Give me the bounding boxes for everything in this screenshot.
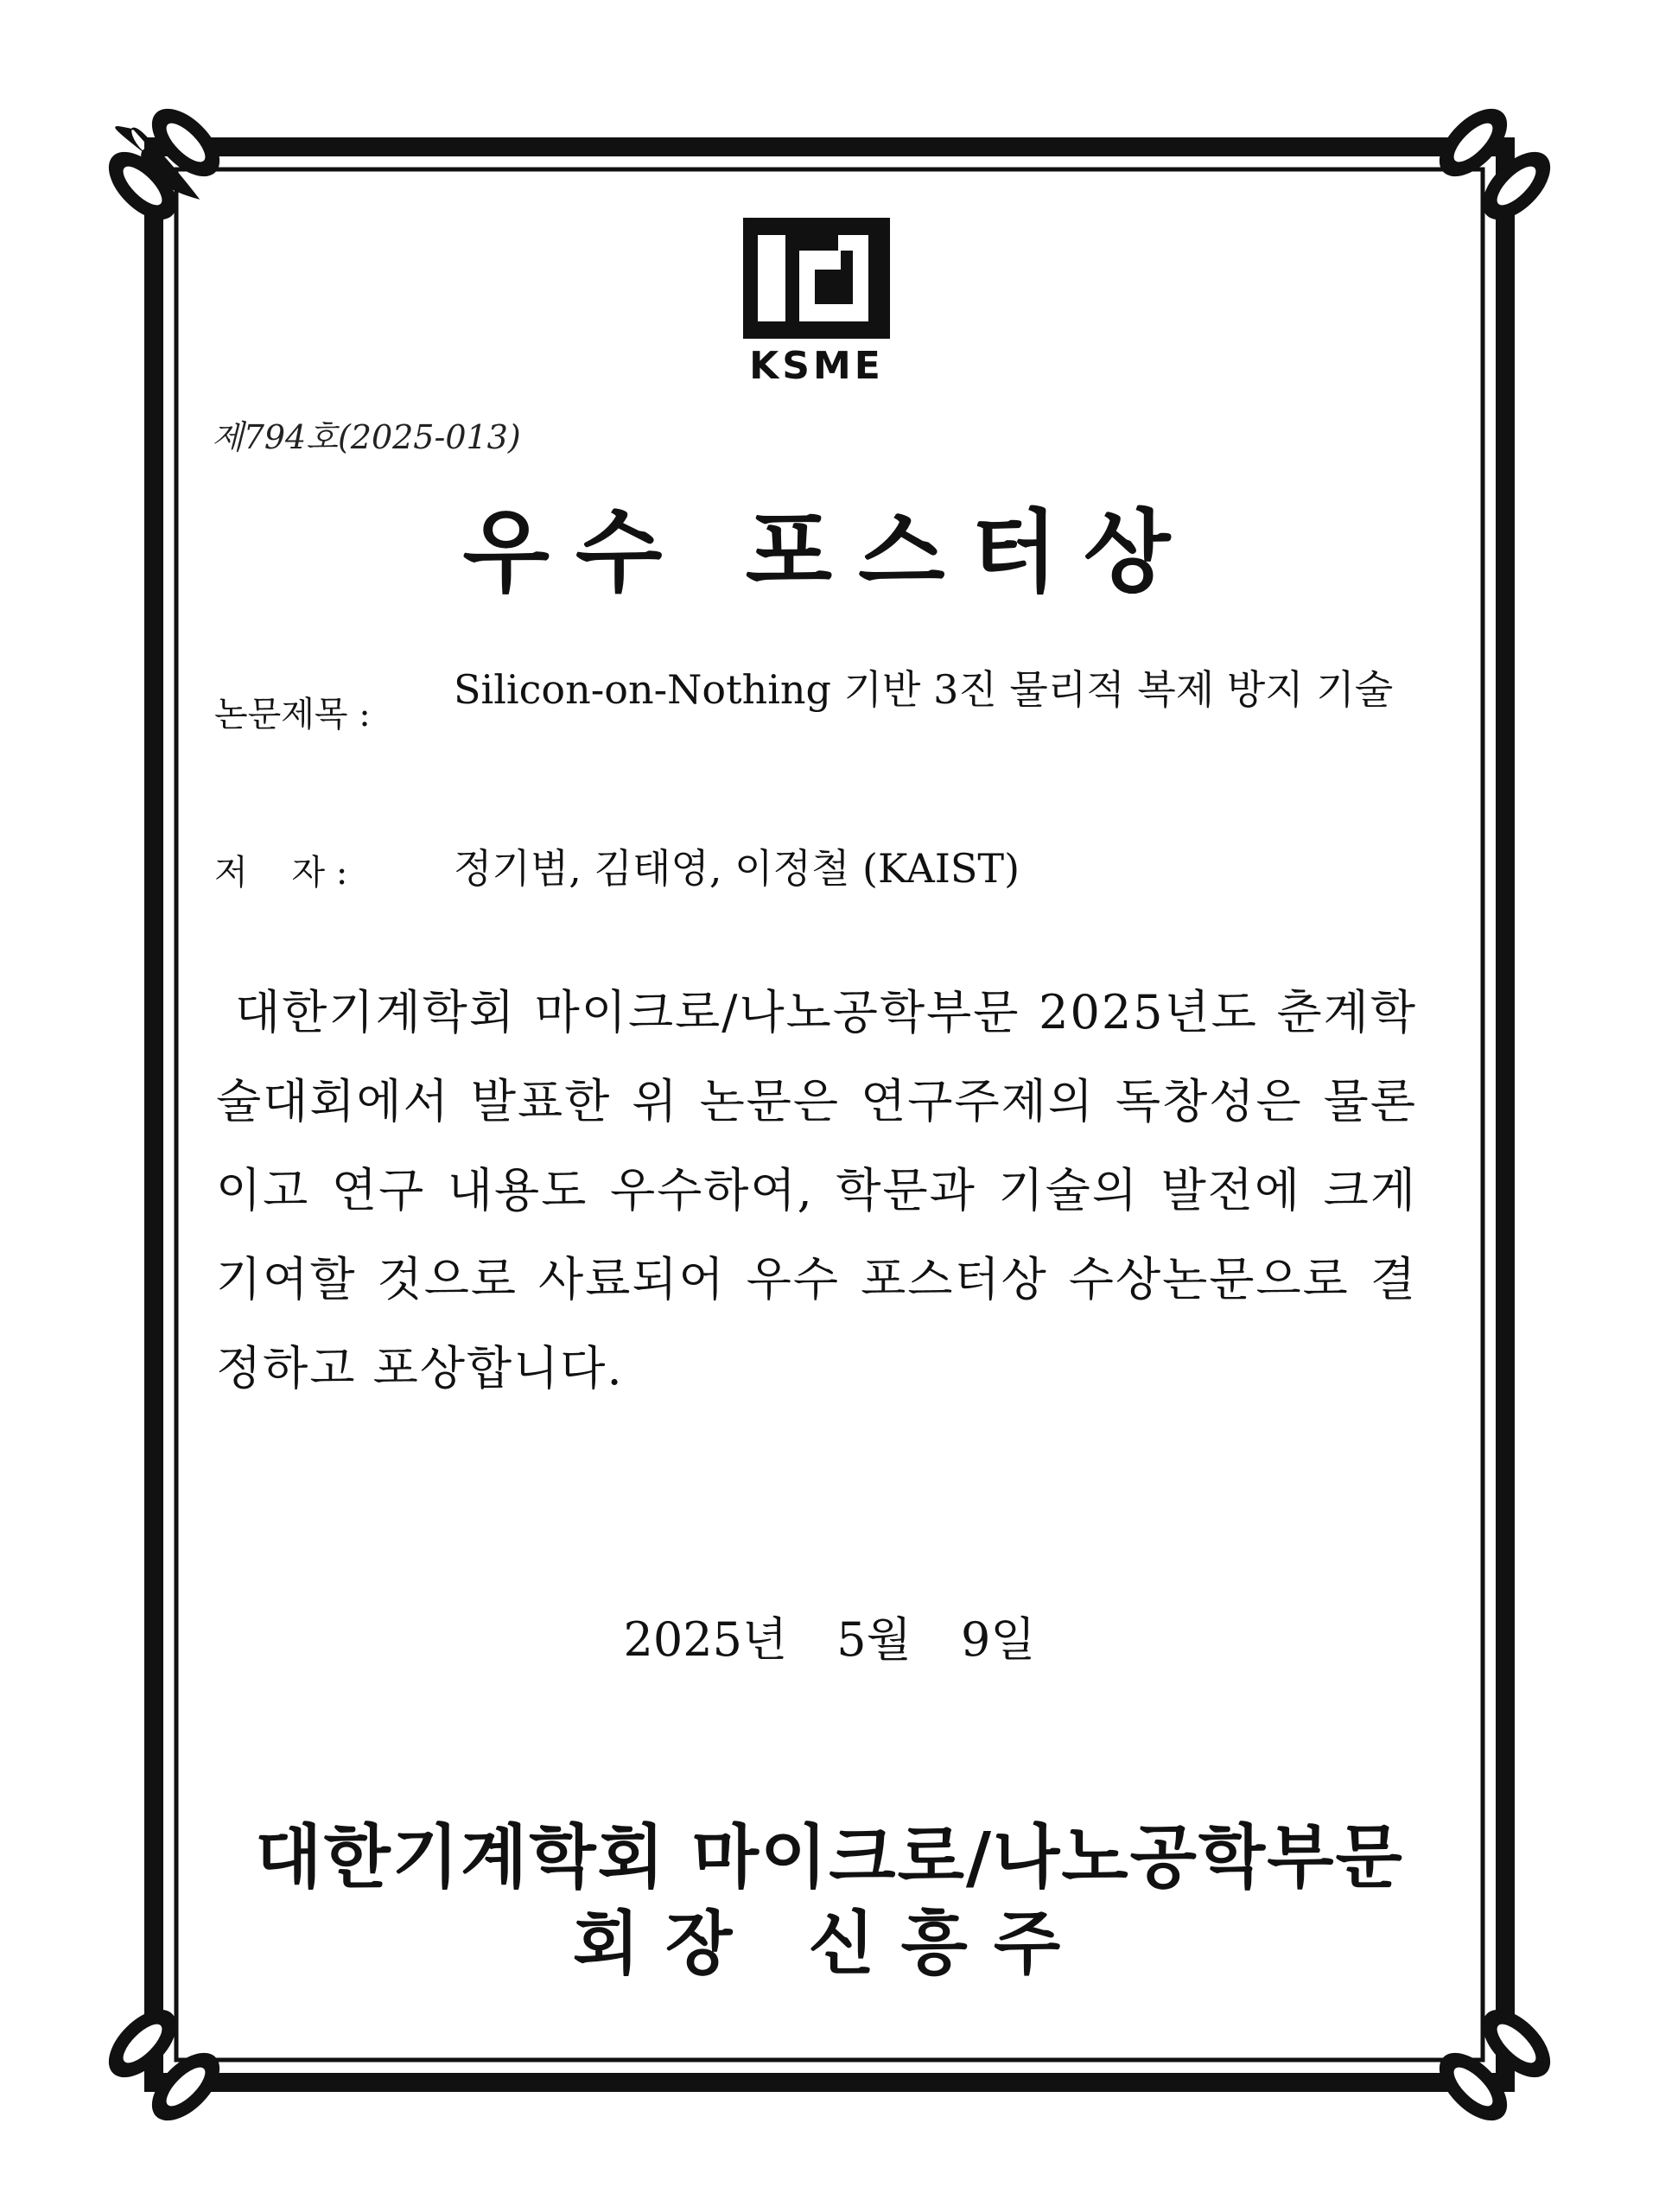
certificate-number: 제794호(2025-013): [212, 418, 521, 456]
corner-ornament-top-right: [1428, 98, 1562, 232]
corner-ornament-top-left: [98, 98, 232, 232]
paper-title-label: 논문제목 :: [214, 695, 371, 734]
corner-ornament-bottom-right: [1428, 1999, 1562, 2133]
authors-label: 저 자 :: [214, 853, 348, 893]
corner-ornament-bottom-left: [98, 1999, 232, 2133]
ksme-logo: [739, 216, 894, 389]
signatory: 회장 신흥주: [572, 1903, 1087, 1984]
logo-text: KSME: [749, 344, 884, 388]
ksme-logo-mark: [739, 216, 894, 346]
paper-title: Silicon-on-Nothing 기반 3진 물리적 복제 방지 기술: [454, 666, 1394, 713]
award-statement: 대한기계학회 마이크로/나노공학부문 2025년도 춘계학술대회에서 발표한 위 논문은 연구주제의 독창성은 물론이고 연구 내용도 우수하여, 학문과 기술의 발전에 크게 기여할 것으로 사료되어 우수 포스터상 수상논문으로 결정하고 포상합니다.: [216, 985, 1417, 1395]
issuing-organization: 대한기계학회 마이크로/나노공학부문: [255, 1816, 1404, 1897]
authors: 정기범, 김태영, 이정철 (KAIST): [454, 845, 1020, 892]
award-title: 우수 포스터상: [462, 499, 1197, 605]
award-date: 2025년 5월 9일: [623, 1612, 1036, 1667]
